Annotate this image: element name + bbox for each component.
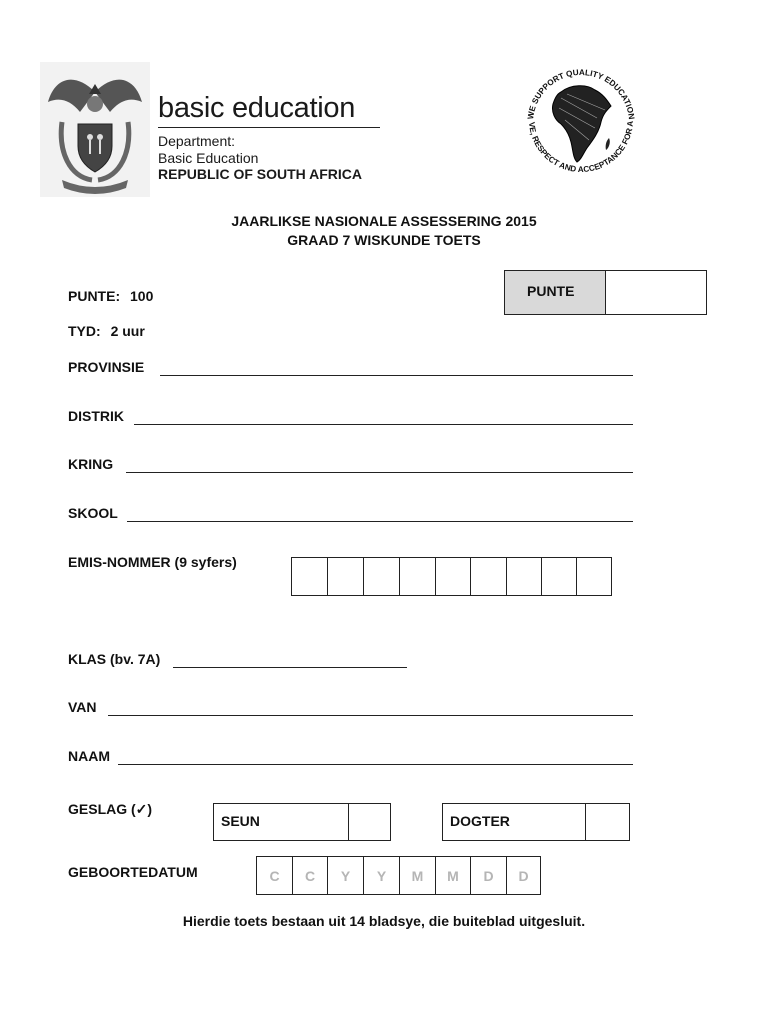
surname-field[interactable] xyxy=(108,715,633,716)
marks-box-label: PUNTE xyxy=(505,271,606,314)
school-field[interactable] xyxy=(127,521,633,522)
seal-text-bottom: VE, RESPECT AND ACCEPTANCE FOR A xyxy=(526,120,636,175)
birthdate-digit-box[interactable]: M xyxy=(436,857,471,894)
class-label: KLAS (bv. 7A) xyxy=(68,651,161,667)
gender-option-boy-checkbox[interactable] xyxy=(349,804,390,840)
emis-label: EMIS-NOMMER (9 syfers) xyxy=(68,554,237,570)
province-label: PROVINSIE xyxy=(68,359,145,375)
gender-option-boy xyxy=(213,803,391,841)
district-field[interactable] xyxy=(134,424,633,425)
marks-box-input[interactable] xyxy=(606,271,706,314)
marks-row xyxy=(68,288,153,304)
birthdate-digit-box[interactable]: Y xyxy=(364,857,400,894)
education-seal-logo xyxy=(515,58,647,188)
emis-digit-box[interactable] xyxy=(471,558,507,595)
test-title: GRAAD 7 WISKUNDE TOETS xyxy=(287,232,481,248)
gender-option-girl-label: DOGTER xyxy=(443,804,586,840)
page-count-note: Hierdie toets bestaan uit 14 bladsye, die buiteblad uitgesluit. xyxy=(182,913,586,929)
circuit-field[interactable] xyxy=(126,472,633,473)
assessment-title: JAARLIKSE NASIONALE ASSESSERING 2015 xyxy=(231,213,537,229)
gender-label: GESLAG (✓) xyxy=(68,801,153,817)
emis-digit-box[interactable] xyxy=(400,558,436,595)
time-label: TYD: xyxy=(68,323,101,339)
brand-title: basic education xyxy=(158,92,356,124)
brand-underline xyxy=(158,127,380,128)
coat-of-arms-logo xyxy=(40,62,150,197)
surname-label: VAN xyxy=(68,699,97,715)
birthdate-digit-box[interactable]: C xyxy=(257,857,293,894)
birthdate-label: GEBOORTEDATUM xyxy=(68,864,198,880)
birthdate-digit-box[interactable]: D xyxy=(471,857,507,894)
birthdate-digit-box[interactable]: C xyxy=(293,857,328,894)
circuit-label: KRING xyxy=(68,456,114,472)
time-row xyxy=(68,323,145,339)
school-label: SKOOL xyxy=(68,505,118,521)
province-field[interactable] xyxy=(160,375,633,376)
marks-label: PUNTE: xyxy=(68,288,121,304)
birthdate-grid xyxy=(256,856,541,895)
emis-digit-box[interactable] xyxy=(577,558,611,595)
marks-value: 100 xyxy=(130,288,154,304)
gender-option-girl xyxy=(442,803,630,841)
gender-option-boy-label: SEUN xyxy=(214,804,349,840)
name-field[interactable] xyxy=(118,764,633,765)
birthdate-digit-box[interactable]: D xyxy=(518,867,529,884)
class-field[interactable] xyxy=(173,667,407,668)
emis-digit-box[interactable] xyxy=(507,558,542,595)
district-label: DISTRIK xyxy=(68,408,124,424)
country-name: REPUBLIC OF SOUTH AFRICA xyxy=(158,166,363,182)
gender-option-girl-checkbox[interactable] xyxy=(586,804,629,840)
emis-digit-box[interactable] xyxy=(328,558,364,595)
department-name: Basic Education xyxy=(158,150,259,166)
name-label: NAAM xyxy=(68,748,110,764)
emis-number-grid xyxy=(291,557,612,596)
emis-digit-box[interactable] xyxy=(436,558,471,595)
emis-digit-box[interactable] xyxy=(364,558,400,595)
emis-digit-box[interactable] xyxy=(292,558,328,595)
department-label: Department: xyxy=(158,133,236,149)
time-value: 2 uur xyxy=(110,323,145,339)
seal-text-top: WE SUPPORT QUALITY EDUCATION xyxy=(526,67,636,120)
birthdate-digit-box[interactable]: Y xyxy=(328,857,364,894)
marks-box xyxy=(504,270,707,315)
birthdate-digit-box[interactable]: M xyxy=(400,857,436,894)
emis-digit-box[interactable] xyxy=(542,558,577,595)
